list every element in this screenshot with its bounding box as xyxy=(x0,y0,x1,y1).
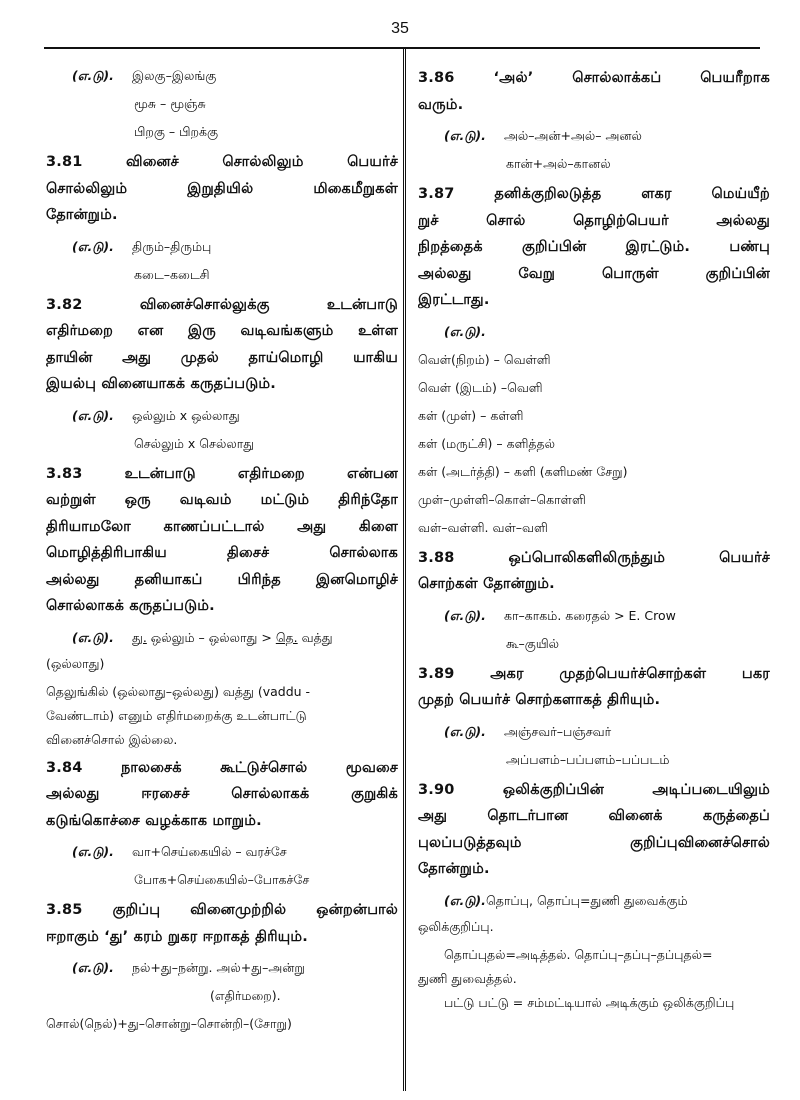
section-heading-line: 3.87 தனிக்குறிலடுத்த ளகர மெய்யீற் xyxy=(418,186,770,202)
section-3-89 xyxy=(418,661,770,714)
section-3-87 xyxy=(418,181,770,314)
example-block-3-82 xyxy=(46,402,398,458)
example-block-3-86 xyxy=(418,122,770,178)
example-text: கள் (முள்) – கள்ளி xyxy=(418,407,524,423)
example-label: (எ.டு). xyxy=(72,238,114,254)
example-text: வத்து xyxy=(297,629,333,645)
example-block-3-84 xyxy=(46,838,398,894)
section-heading-line: 3.83 உடன்பாடு எதிர்மறை என்பன xyxy=(46,465,398,482)
top-rule xyxy=(44,47,760,49)
section-3-81 xyxy=(46,149,398,229)
section-heading-line: 3.86 ‘அல்’ சொல்லாக்கப் பெயரீறாக xyxy=(418,70,770,86)
section-heading-line: ஈறாகும் ‘து’ கரம் றுகர ஈறாகத் திரியும். xyxy=(46,928,309,945)
example-block-3-85 xyxy=(46,954,398,1038)
example-text: வா+செய்கையில் – வரச்சே xyxy=(132,844,287,859)
right-column xyxy=(418,62,770,1015)
section-heading-line: தோன்றும். xyxy=(46,207,118,223)
left-column xyxy=(46,62,398,1038)
example-text: போக+செய்கையில்–போகச்சே xyxy=(134,872,310,887)
section-heading-line: சொல்லிலும் இறுதியில் மிகைமீறுகள் xyxy=(46,180,398,197)
example-text: சொல்(நெல்)+து–சொன்று–சொன்றி–(சோறு) xyxy=(46,1016,292,1031)
example-text: (ஒல்லாது) xyxy=(46,655,105,671)
paragraph-line: வினைச்சொல் இல்லை. xyxy=(46,731,178,747)
section-heading-line: 3.88 ஒப்பொலிகளிலிருந்தும் பெயர்ச் xyxy=(418,549,770,566)
section-heading-line: 3.89 அகர முதற்பெயர்ச்சொற்கள் பகர xyxy=(418,665,770,682)
example-text: ஒல்லும் x ஒல்லாது xyxy=(132,407,240,423)
example-text: மூசு – மூஞ்சு xyxy=(134,96,206,111)
section-heading-line: அல்லது தனியாகப் பிரிந்த இனமொழிச் xyxy=(46,571,398,588)
section-heading-line: அல்லது ஈரசைச் சொல்லாகக் குறுகிக் xyxy=(46,786,398,802)
section-heading-line: தோன்றும். xyxy=(418,861,490,877)
example-text: செல்லும் x செல்லாது xyxy=(134,435,255,451)
example-block-3-83 xyxy=(46,624,398,752)
example-text: வெள்(நிறம்) – வெள்ளி xyxy=(418,351,551,367)
example-label: (எ.டு). xyxy=(444,128,486,143)
example-text: கள் (அடர்த்தி) – களி (களிமண் சேறு) xyxy=(418,463,628,479)
example-block-3-81 xyxy=(46,233,398,289)
example-text: கடை–கடைசி xyxy=(134,266,210,282)
section-heading-line: எதிர்மறை என இரு வடிவங்களும் உள்ள xyxy=(46,323,398,339)
section-heading-line: திரியாமலோ காணப்பட்டால் அது கிளை xyxy=(46,518,398,535)
section-3-90 xyxy=(418,777,770,883)
section-3-83 xyxy=(46,461,398,620)
section-heading-line: நிறத்தைக் குறிப்பின் இரட்டும். பண்பு xyxy=(418,239,770,255)
section-heading-line: 3.84 நாலசைக் கூட்டுச்சொல் மூவசை xyxy=(46,759,398,776)
section-heading-line: கடுங்கொச்சை வழக்காக மாறும். xyxy=(46,812,262,829)
paragraph-line: வேண்டாம்) எனும் எதிர்மறைக்கு உடன்பாட்டு xyxy=(46,707,307,723)
example-text: ஒல்லும் – ஒல்லாது > xyxy=(146,629,276,645)
example-text: திரும்–திரும்பு xyxy=(132,238,212,254)
example-block-3-87 xyxy=(418,318,770,542)
section-3-88 xyxy=(418,545,770,598)
section-heading-line: சொற்கள் தோன்றும். xyxy=(418,576,555,592)
example-text: நல்+து–நன்று. அல்+து–அன்று xyxy=(132,960,305,975)
section-heading-line: முதற் பெயர்ச் சொற்களாகத் திரியும். xyxy=(418,692,661,708)
example-label: (எ.டு). xyxy=(444,607,486,623)
section-heading-line: சொல்லாகக் கருதப்படும். xyxy=(46,598,215,614)
section-heading-line: இரட்டாது. xyxy=(418,292,490,308)
section-heading-line: 3.90 ஒலிக்குறிப்பின் அடிப்படையிலும் xyxy=(418,781,770,798)
example-text: இலகு–இலங்கு xyxy=(132,68,217,83)
example-text: கா–காகம். கரைதல் > E. Crow xyxy=(504,607,676,623)
section-3-85 xyxy=(46,897,398,950)
section-heading-line: அல்லது வேறு பொருள் குறிப்பின் xyxy=(418,265,770,282)
example-text: அஞ்சவர்–பஞ்சவர் xyxy=(504,723,612,739)
section-heading-line: இயல்பு வினையாகக் கருதப்படும். xyxy=(46,376,276,392)
section-heading-line: மொழித்திரிபாகிய திசைச் சொல்லாக xyxy=(46,545,398,561)
paragraph-line: பட்டு பட்டு = சம்மட்டியால் அடிக்கும் ஒலிக்குறிப்பு xyxy=(444,994,735,1010)
section-3-82 xyxy=(46,292,398,398)
example-block-3-88 xyxy=(418,602,770,658)
section-heading-line: தாயின் அது முதல் தாய்மொழி யாகிய xyxy=(46,349,398,366)
example-block-0 xyxy=(46,62,398,146)
section-heading-line: 3.85 குறிப்பு வினைமுற்றில் ஒன்றன்பால் xyxy=(46,902,398,918)
section-heading-line: வரும். xyxy=(418,96,464,113)
example-label: (எ.டு). xyxy=(444,892,486,908)
page-number: 35 xyxy=(391,20,409,37)
example-text: தொப்பு, தொப்பு=துணி துவைக்கும் xyxy=(486,892,688,908)
section-heading-line: 3.82 வினைச்சொல்லுக்கு உடன்பாடு xyxy=(46,296,398,313)
paragraph-line: தெலுங்கில் (ஒல்லாது–ஒல்லது) வத்து (vaddu - xyxy=(46,683,311,699)
example-text: அப்பளம்–பப்பளம்–பப்படம் xyxy=(506,751,670,767)
paragraph-line: தொப்புதல்=அடித்தல். தொப்பு–தப்பு–தப்புதல்= xyxy=(444,946,713,962)
example-text: அல்–அன்+அல்– அனல் xyxy=(504,128,642,143)
example-label: (எ.டு). xyxy=(72,844,114,859)
section-3-86 xyxy=(418,65,770,118)
example-text: கூ–குயில் xyxy=(506,635,560,651)
example-label: (எ.டு). xyxy=(72,960,114,975)
example-label: (எ.டு). xyxy=(444,323,486,339)
section-3-84 xyxy=(46,755,398,835)
section-heading-line: வற்றுள் ஒரு வடிவம் மட்டும் திரிந்தோ xyxy=(46,492,398,508)
example-block-3-90 xyxy=(418,887,770,1015)
column-divider xyxy=(403,49,406,1091)
example-label: (எ.டு). xyxy=(444,723,486,739)
example-block-3-89 xyxy=(418,718,770,774)
section-heading-line: அது தொடர்பான வினைக் கருத்தைப் xyxy=(418,808,770,824)
example-text: வள்–வள்ளி. வள்–வளி xyxy=(418,519,548,535)
example-text: (எதிர்மறை). xyxy=(210,988,281,1003)
example-text: ஒலிக்குறிப்பு. xyxy=(418,918,494,934)
section-heading-line: றுச் சொல் தொழிற்பெயர் அல்லது xyxy=(418,212,770,229)
abbrev-telugu: தெ. xyxy=(275,629,298,645)
section-heading-line: புலப்படுத்தவும் குறிப்புவினைச்சொல் xyxy=(418,834,770,851)
example-text: வெள் (இடம்) –வெளி xyxy=(418,379,543,395)
example-label: (எ.டு). xyxy=(72,629,114,645)
section-heading-line: 3.81 வினைச் சொல்லிலும் பெயர்ச் xyxy=(46,154,398,170)
paragraph-line: துணி துவைத்தல். xyxy=(418,970,517,986)
example-text: கான்+அல்–கானல் xyxy=(506,156,611,171)
example-text: பிறகு – பிறக்கு xyxy=(134,124,219,139)
example-label: (எ.டு). xyxy=(72,68,114,83)
example-label: (எ.டு). xyxy=(72,407,114,423)
example-text: முள்–முள்ளி–கொள்–கொள்ளி xyxy=(418,491,586,507)
example-text: கள் (மருட்சி) – களித்தல் xyxy=(418,435,556,451)
abbrev-tulu: து. xyxy=(132,629,147,645)
